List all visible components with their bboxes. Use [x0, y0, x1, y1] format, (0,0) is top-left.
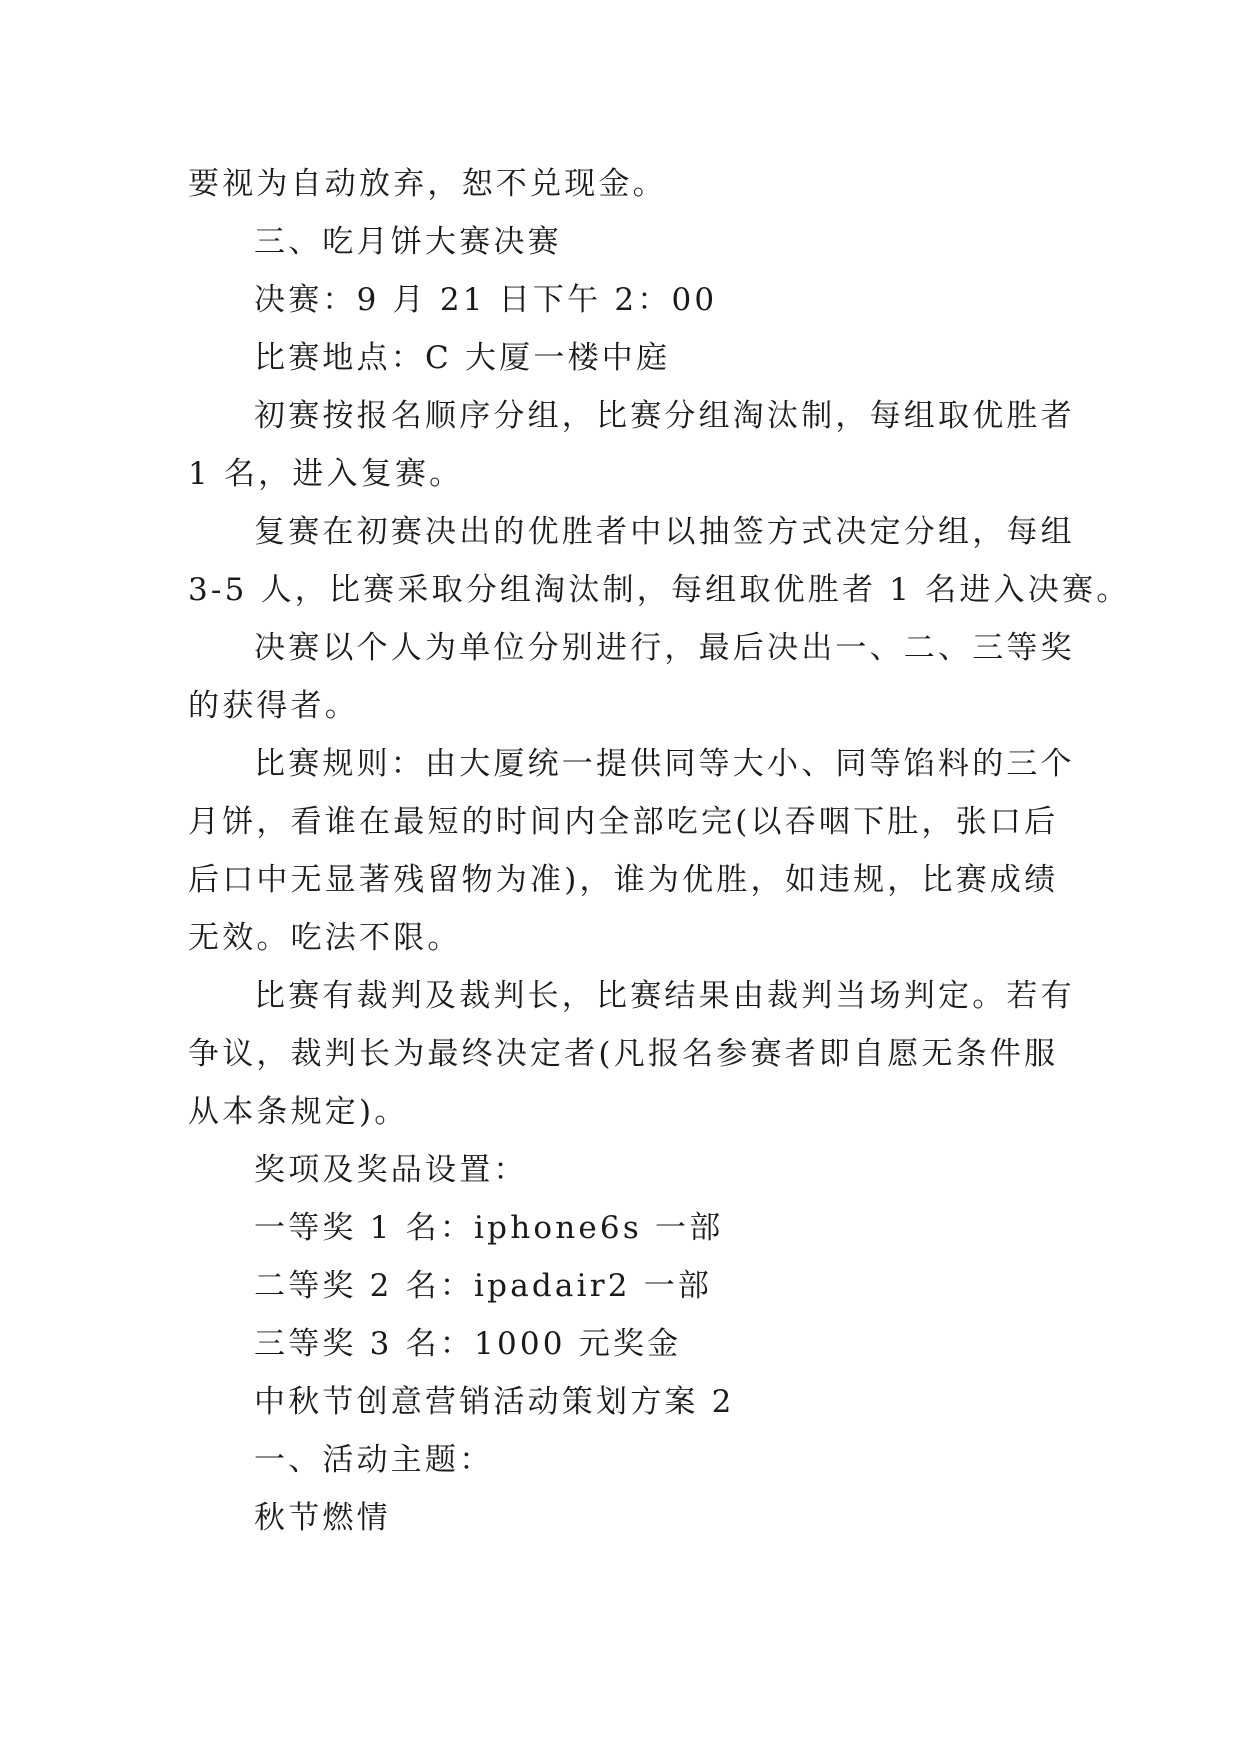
text-line: 1 名，进入复赛。 [188, 456, 464, 492]
text-line: 比赛有裁判及裁判长，比赛结果由裁判当场判定。若有 [254, 978, 1075, 1014]
text-line: 要视为自动放弃，恕不兑现金。 [188, 166, 667, 202]
prize-line: 二等奖 2 名：ipadair2 一部 [254, 1268, 713, 1304]
text-line: 争议，裁判长为最终决定者(凡报名参赛者即自愿无条件服 [188, 1036, 1059, 1072]
text-line: 月饼，看谁在最短的时间内全部吃完(以吞咽下肚，张口后 [188, 804, 1059, 840]
prize-line: 一等奖 1 名：iphone6s 一部 [254, 1210, 724, 1246]
text-line: 后口中无显著残留物为准)，谁为优胜，如违规，比赛成绩 [188, 862, 1059, 898]
text-line: 无效。吃法不限。 [188, 920, 462, 956]
text-line: 的获得者。 [188, 688, 359, 724]
text-line: 从本条规定)。 [188, 1094, 409, 1130]
text-line: 初赛按报名顺序分组，比赛分组淘汰制，每组取优胜者 [254, 398, 1075, 434]
text-line: 3-5 人，比赛采取分组淘汰制，每组取优胜者 1 名进入决赛。 [188, 572, 1131, 608]
text-line: 决赛以个人为单位分别进行，最后决出一、二、三等奖 [254, 630, 1075, 666]
section-heading: 三、吃月饼大赛决赛 [254, 224, 562, 260]
text-line: 比赛规则：由大厦统一提供同等大小、同等馅料的三个 [254, 746, 1075, 782]
section-heading: 中秋节创意营销活动策划方案 2 [254, 1384, 735, 1420]
text-line: 秋节燃情 [254, 1500, 391, 1536]
text-line: 奖项及奖品设置： [254, 1152, 528, 1188]
text-line: 决赛：9 月 21 日下午 2：00 [254, 282, 718, 318]
prize-line: 三等奖 3 名：1000 元奖金 [254, 1326, 682, 1362]
text-line: 比赛地点：C 大厦一楼中庭 [254, 340, 671, 376]
text-line: 复赛在初赛决出的优胜者中以抽签方式决定分组，每组 [254, 514, 1075, 550]
section-heading: 一、活动主题： [254, 1442, 494, 1478]
